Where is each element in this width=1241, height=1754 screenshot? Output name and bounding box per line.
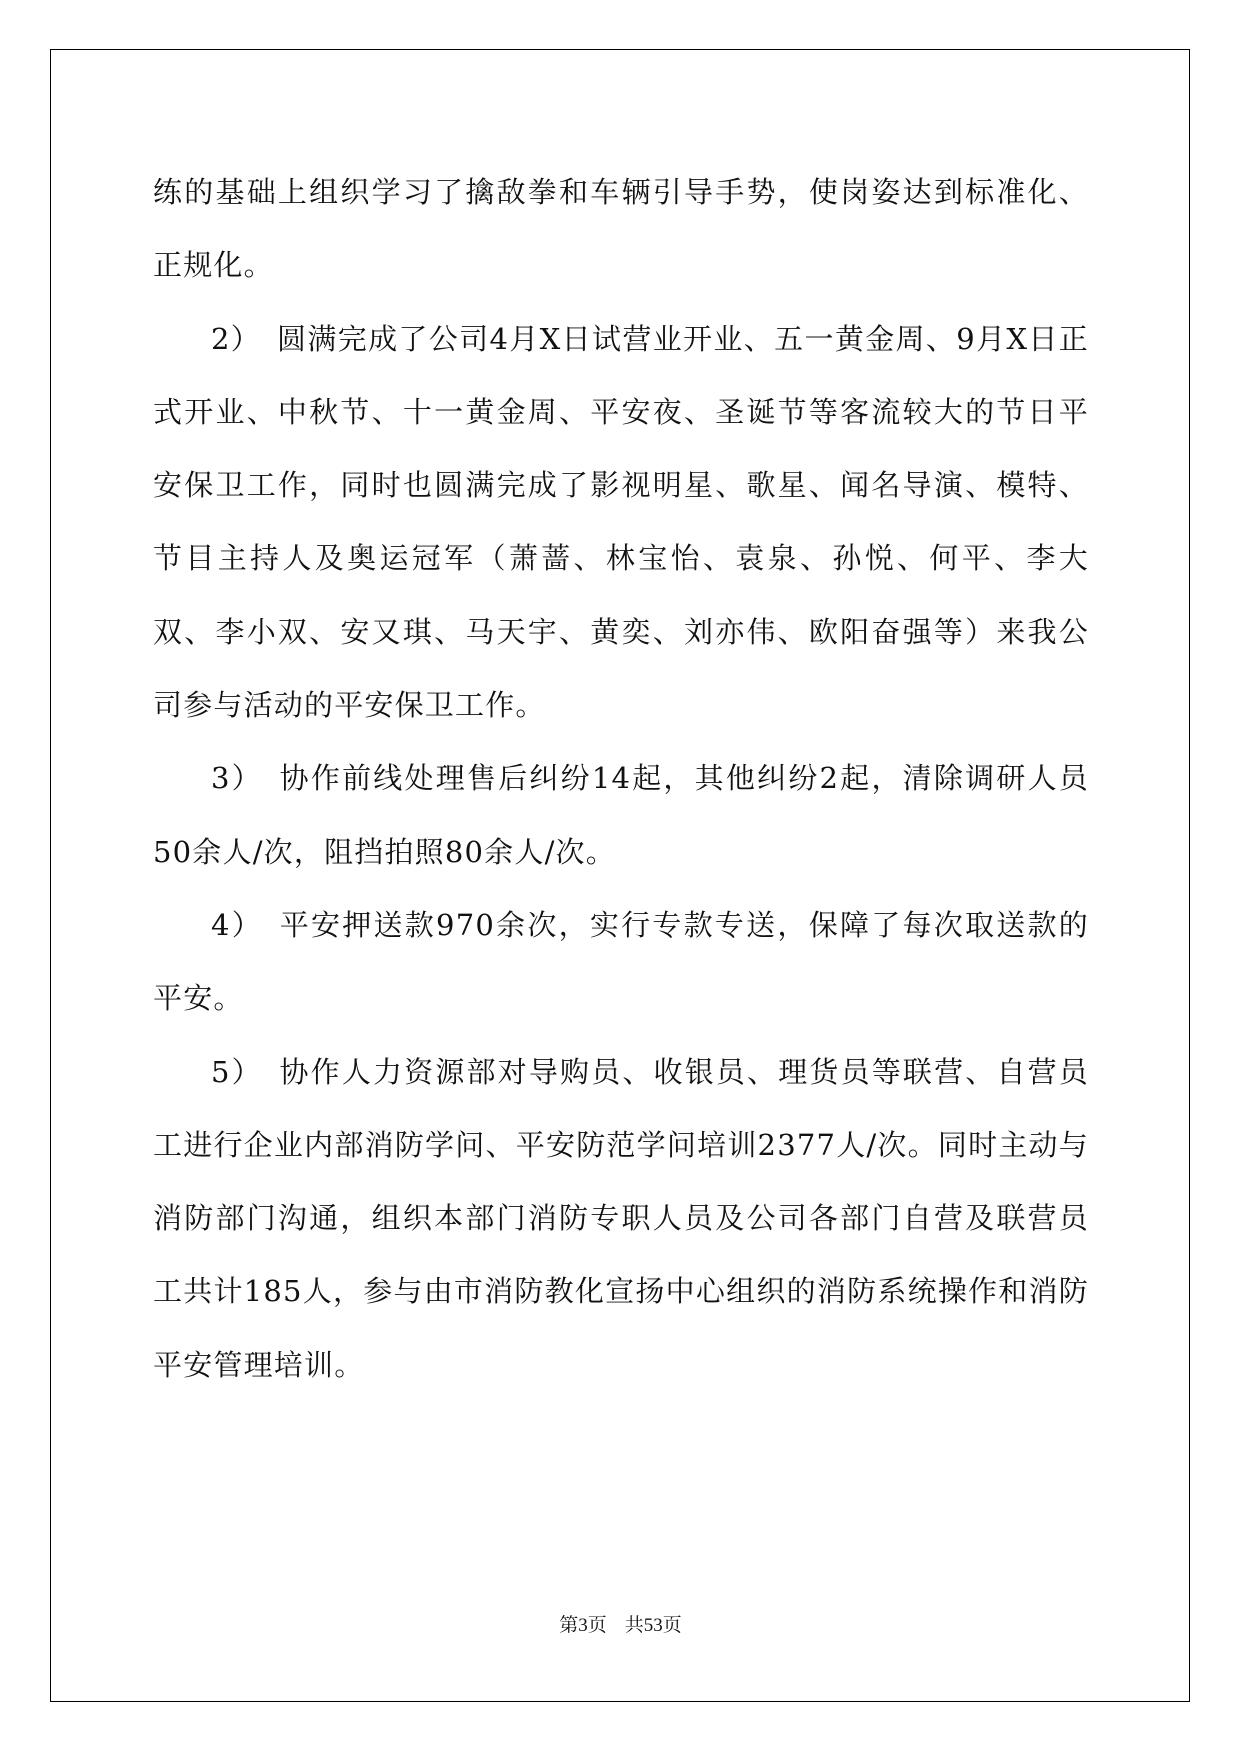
page-label-suffix: 页 bbox=[587, 1615, 607, 1636]
page-footer bbox=[0, 1610, 1241, 1637]
total-suffix: 页 bbox=[662, 1615, 682, 1636]
paragraph-4: 4） 平安押送款970余次，实行专款专送，保障了每次取送款的平安。 bbox=[153, 907, 1089, 1016]
total-prefix: 共 bbox=[624, 1615, 644, 1636]
document-body bbox=[153, 156, 1089, 1402]
total-pages: 53 bbox=[643, 1615, 663, 1636]
paragraph-3: 3） 协作前线处理售后纠纷14起，其他纠纷2起，清除调研人员50余人/次，阻挡拍照80余人/次。 bbox=[153, 761, 1089, 869]
page-label-prefix: 第 bbox=[559, 1615, 579, 1636]
paragraph-2: 2） 圆满完成了公司4月X日试营业开业、五一黄金周、9月X日正式开业、中秋节、十一黄金周、平安夜、圣诞节等客流较大的节日平安保卫工作，同时也圆满完成了影视明星、歌星、闻名导演、模特、节目主持人及奥运冠军（萧蔷、林宝怡、袁泉、孙悦、何平、李大双、李小双、安又琪、马天宇、黄奕、刘亦伟、欧阳奋强等）来我公司参与活动的平安保卫工作。 bbox=[153, 321, 1089, 723]
paragraph-5: 5） 协作人力资源部对导购员、收银员、理货员等联营、自营员工进行企业内部消防学问、平安防范学问培训2377人/次。同时主动与消防部门沟通，组织本部门消防专职人员及公司各部门自营及联营员工共计185人，参与由市消防教化宣扬中心组织的消防系统操作和消防平安管理培训。 bbox=[153, 1054, 1089, 1382]
paragraph-1: 练的基础上组织学习了擒敌拳和车辆引导手势，使岗姿达到标准化、正规化。 bbox=[153, 175, 1089, 283]
page-number: 3 bbox=[578, 1615, 588, 1636]
